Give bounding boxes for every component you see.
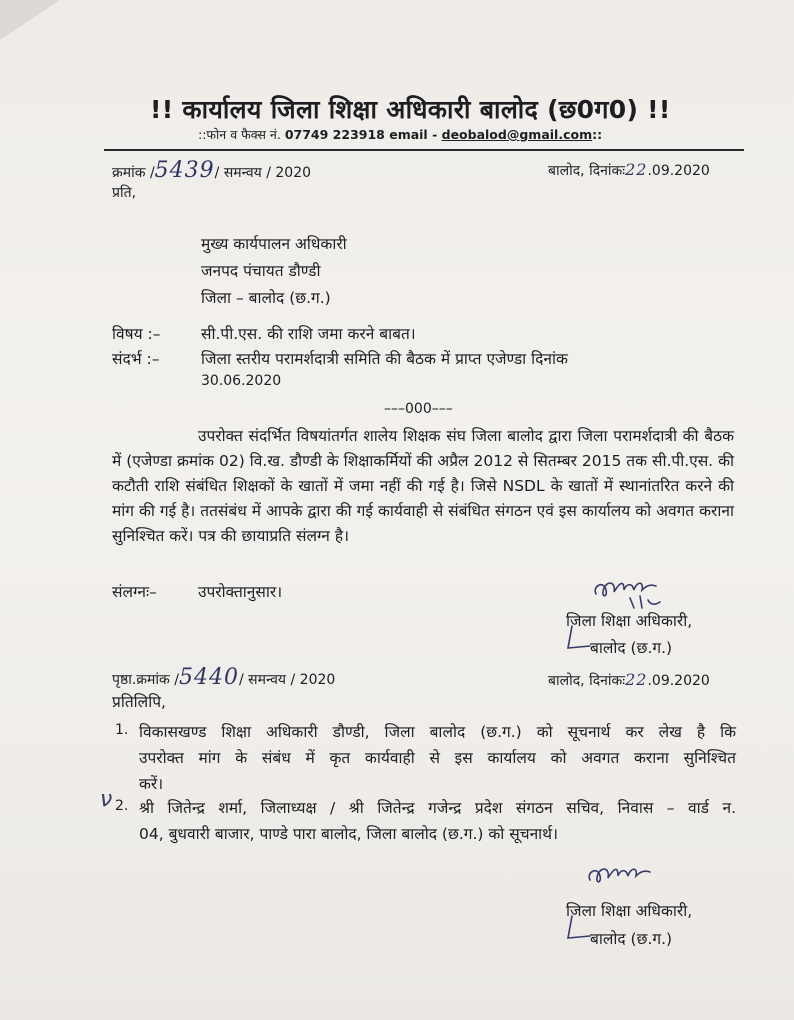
contact-suffix: :: [592, 127, 603, 142]
copy-item-1-number: 1. [115, 722, 129, 738]
copy-ref [112, 665, 335, 690]
signature-2 [584, 860, 664, 896]
copy-label: प्रतिलिपि, [112, 693, 166, 711]
copy-date-prefix: बालोद, दिनांकः [548, 673, 626, 689]
copy-item-2-line-1: श्री जितेन्द्र शर्मा, जिलाध्यक्ष / श्री जितेन्द्र गजेन्द्र प्रदेश संगठन सचिव, निवास – वार्ड न. [139, 799, 736, 817]
signature-flourish-2 [562, 914, 592, 944]
letter-ref-number: 5439 [154, 158, 215, 183]
page-corner-shadow [0, 0, 60, 40]
addressee-line-2: जनपद पंचायत डौण्डी [201, 262, 321, 280]
contact-email-label: email - [384, 127, 442, 142]
copy-date-day: 22 [625, 670, 648, 689]
subject-label: विषय :– [112, 325, 161, 343]
signature-1 [590, 572, 670, 612]
copy-place-date [548, 670, 710, 690]
contact-prefix: ::फोन व फैक्स नं. [198, 127, 285, 142]
office-title: !! कार्यालय जिला शिक्षा अधिकारी बालोद (छ0ग0) !! [150, 95, 671, 124]
letter-date-day: 22 [625, 160, 648, 179]
handwritten-tick-icon: ν [100, 787, 113, 812]
copy-item-1-line-1: विकासखण्ड शिक्षा अधिकारी डौण्डी, जिला बालोद (छ.ग.) को सूचनार्थ कर लेख है कि [139, 723, 736, 741]
signatory-title-2: जिला शिक्षा अधिकारी, [566, 902, 693, 920]
signatory-title-1: जिला शिक्षा अधिकारी, [566, 612, 693, 630]
signatory-place-2: बालोद (छ.ग.) [590, 930, 673, 948]
letter-ref-prefix: क्रमांक / [112, 165, 155, 181]
signature-flourish-1 [562, 624, 592, 654]
enclosure-text: उपरोक्तानुसार। [198, 583, 283, 601]
addressee-line-3: जिला – बालोद (छ.ग.) [201, 289, 331, 307]
enclosure-label: संलग्नः– [112, 583, 157, 601]
reference-date: 30.06.2020 [201, 373, 282, 389]
reference-label: संदर्भ :– [112, 350, 160, 368]
addressee-line-1: मुख्य कार्यपालन अधिकारी [201, 235, 347, 253]
contact-phone: 07749 223918 [284, 127, 385, 142]
header-divider [104, 149, 744, 151]
letter-place-date [548, 160, 710, 180]
copy-item-2-number: 2. [115, 798, 129, 814]
subject-text: सी.पी.एस. की राशि जमा करने बाबत। [201, 325, 416, 343]
separator: –––000––– [384, 401, 453, 417]
copy-item-2-line-2: 04, बुधवारी बाजार, पाण्डे पारा बालोद, जिला बालोद (छ.ग.) को सूचनार्थ। [139, 825, 558, 843]
to-label: प्रति, [112, 185, 137, 201]
copy-ref-number: 5440 [178, 665, 239, 690]
body-text: उपरोक्त संदर्भित विषयांतर्गत शालेय शिक्षक संघ जिला बालोद द्वारा जिला परामर्शदात्री की बैठक में (एजेण्डा क्रमांक 02) वि.ख. डौण्डी के शिक्षाकर्मियों की अप्रैल 2012 से सितम्बर 2015 तक सी.पी.एस. की कटौती राशि संबंधित शिक्षकों के खातों में जमा नहीं की गई है। जिसे NSDL के खातों में स्थानांतरित करने की मांग की गई है। ततसंबंध में आपके द्वारा की गई कार्यवाही से संबंधित संगठन एवं इस कार्यालय को अवगत कराना सुनिश्चित करें। पत्र की छायाप्रति संलग्न है। [112, 427, 734, 545]
signatory-place-1: बालोद (छ.ग.) [590, 639, 673, 657]
body-paragraph [112, 424, 734, 549]
copy-ref-suffix: / समन्वय / 2020 [238, 672, 336, 688]
letter-date-rest: .09.2020 [647, 163, 710, 179]
copy-item-1-line-2: उपरोक्त मांग के संबंध में कृत कार्यवाही से इस कार्यालय को अवगत कराना सुनिश्चित [139, 749, 736, 767]
copy-item-1-line-3: करें। [139, 775, 164, 793]
contact-line [198, 126, 602, 143]
copy-date-rest: .09.2020 [647, 673, 710, 689]
letter-ref [112, 158, 311, 183]
copy-ref-prefix: पृष्ठा.क्रमांक / [112, 672, 179, 688]
reference-text: जिला स्तरीय परामर्शदात्री समिति की बैठक में प्राप्त एजेण्डा दिनांक [201, 350, 568, 368]
letter-ref-suffix: / समन्वय / 2020 [214, 165, 312, 181]
contact-email: deobalod@gmail.com [441, 127, 593, 142]
letter-date-prefix: बालोद, दिनांकः [548, 163, 626, 179]
